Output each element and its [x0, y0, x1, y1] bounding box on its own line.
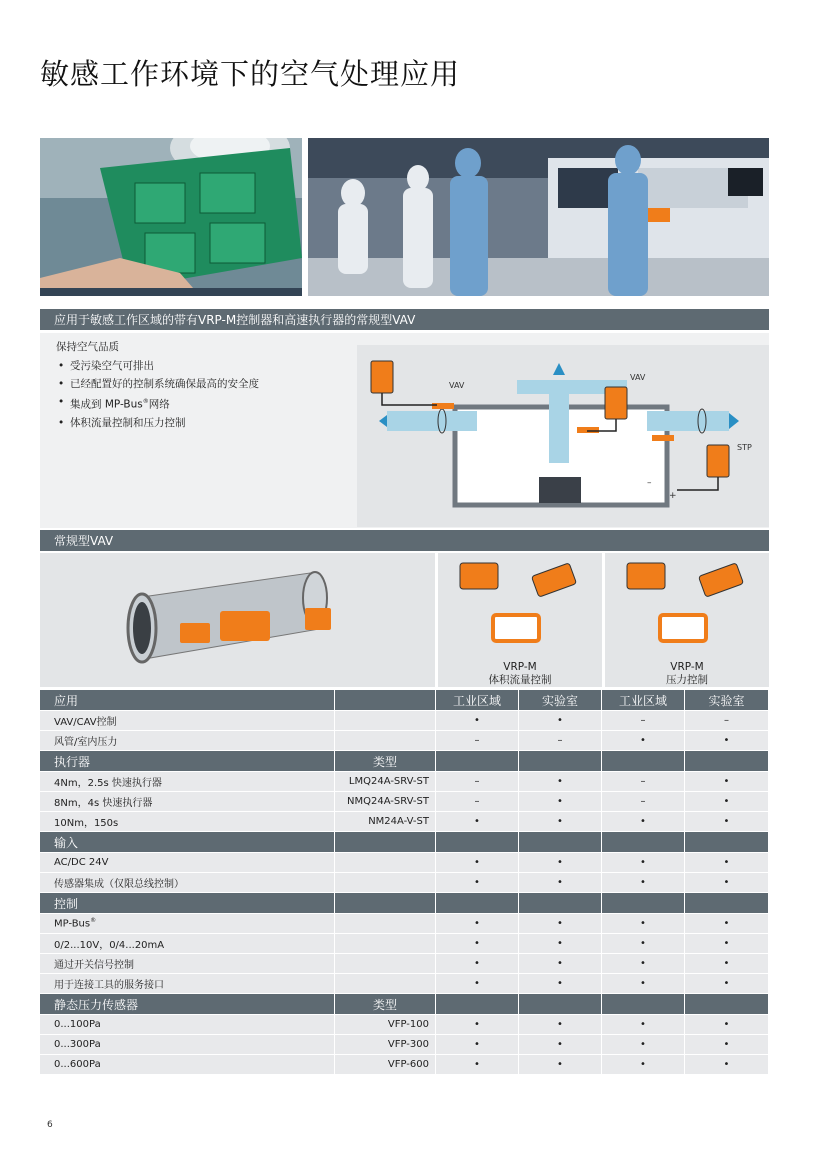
table-cell: • — [519, 812, 602, 832]
row-label: 0/2...10V，0/4...20mA — [40, 934, 335, 954]
row-type: NM24A-V-ST — [335, 812, 436, 832]
table-cell: – — [602, 792, 685, 812]
table-row — [40, 731, 769, 751]
row-type: LMQ24A-SRV-ST — [335, 772, 436, 792]
table-cell: – — [436, 792, 519, 812]
table-cell: • — [519, 934, 602, 954]
table-cell: • — [602, 1015, 685, 1035]
column-header — [602, 893, 685, 914]
table-cell: • — [436, 1035, 519, 1055]
table-cell: • — [436, 1055, 519, 1075]
list-item: • 体积流量控制和压力控制 — [56, 414, 259, 432]
table-row — [40, 853, 769, 873]
table-cell: • — [519, 1015, 602, 1035]
table-cell: – — [436, 772, 519, 792]
row-label: AC/DC 24V — [40, 853, 335, 873]
table-cell: • — [602, 934, 685, 954]
table-cell: • — [519, 1055, 602, 1075]
table-cell: • — [519, 792, 602, 812]
table-cell: – — [685, 711, 769, 731]
table-cell: • — [436, 974, 519, 994]
table-cell: • — [602, 954, 685, 974]
section2-heading: 常规型VAV — [40, 530, 769, 551]
table-cell: • — [436, 853, 519, 873]
stp-label: STP — [737, 443, 752, 452]
column-header — [436, 893, 519, 914]
product-label: VRP-M 压力控制 — [666, 661, 708, 686]
table-cell: • — [685, 853, 769, 873]
table-cell: • — [685, 1035, 769, 1055]
vav-label-left: VAV — [449, 381, 465, 390]
table-row — [40, 954, 769, 974]
column-header — [602, 832, 685, 853]
table-cell: • — [519, 772, 602, 792]
table-cell: • — [436, 812, 519, 832]
table-cell: • — [519, 711, 602, 731]
table-row — [40, 792, 769, 812]
table-cell: • — [685, 914, 769, 934]
section1-heading: 应用于敏感工作区域的带有VRP-M控制器和高速执行器的常规型VAV — [40, 309, 769, 330]
column-header: 实验室 — [519, 690, 602, 711]
table-cell: • — [602, 873, 685, 893]
table-row — [40, 914, 769, 934]
row-label: 10Nm，150s — [40, 812, 335, 832]
row-label: 传感器集成（仅限总线控制） — [40, 873, 335, 893]
table-row — [40, 1035, 769, 1055]
column-header — [602, 751, 685, 772]
row-type — [335, 974, 436, 994]
page-number: 6 — [47, 1120, 53, 1130]
column-header — [602, 994, 685, 1015]
column-header — [519, 994, 602, 1015]
type-header: 类型 — [335, 751, 436, 772]
table-row — [40, 873, 769, 893]
table-row — [40, 772, 769, 792]
column-header — [685, 832, 769, 853]
table-cell: • — [436, 1015, 519, 1035]
row-label: 通过开关信号控制 — [40, 954, 335, 974]
table-group-header — [40, 690, 769, 711]
vav-label-right: VAV — [630, 373, 646, 382]
row-type — [335, 914, 436, 934]
row-type: VFP-300 — [335, 1035, 436, 1055]
type-header: 类型 — [335, 994, 436, 1015]
table-row — [40, 934, 769, 954]
table-cell: • — [602, 812, 685, 832]
row-label: 8Nm，4s 快速执行器 — [40, 792, 335, 812]
table-row — [40, 1015, 769, 1035]
plus-label: + — [669, 491, 677, 501]
table-group-header — [40, 832, 769, 853]
table-cell: • — [519, 974, 602, 994]
table-group-header — [40, 994, 769, 1015]
row-label: 0...100Pa — [40, 1015, 335, 1035]
table-cell: • — [436, 954, 519, 974]
table-cell: • — [519, 1035, 602, 1055]
minus-label: – — [647, 478, 652, 488]
column-header: 工业区域 — [602, 690, 685, 711]
column-header — [519, 832, 602, 853]
cleanroom-photo — [308, 138, 769, 296]
group-title: 执行器 — [40, 751, 335, 772]
column-header — [436, 994, 519, 1015]
row-type: VFP-600 — [335, 1055, 436, 1075]
group-title: 控制 — [40, 893, 335, 914]
column-header: 工业区域 — [436, 690, 519, 711]
column-header — [685, 893, 769, 914]
table-cell: • — [685, 812, 769, 832]
row-label: 风管/室内压力 — [40, 731, 335, 751]
type-header — [335, 832, 436, 853]
column-header — [519, 893, 602, 914]
row-label: 0...300Pa — [40, 1035, 335, 1055]
list-item: • 受污染空气可排出 — [56, 357, 259, 375]
row-type: VFP-100 — [335, 1015, 436, 1035]
table-cell: • — [519, 873, 602, 893]
row-type — [335, 853, 436, 873]
list-item: • 已经配置好的控制系统确保最高的安全度 — [56, 375, 259, 393]
row-label: 0...600Pa — [40, 1055, 335, 1075]
table-cell: • — [436, 711, 519, 731]
row-label: 4Nm，2.5s 快速执行器 — [40, 772, 335, 792]
column-header — [436, 832, 519, 853]
table-cell: • — [685, 873, 769, 893]
column-header: 实验室 — [685, 690, 769, 711]
table-cell: – — [519, 731, 602, 751]
table-cell: • — [436, 873, 519, 893]
table-row — [40, 974, 769, 994]
table-group-header — [40, 751, 769, 772]
feature-list-heading: 保持空气品质 — [56, 341, 119, 353]
row-label: VAV/CAV控制 — [40, 711, 335, 731]
table-cell: – — [602, 711, 685, 731]
page-title: 敏感工作环境下的空气处理应用 — [40, 57, 461, 91]
row-type — [335, 711, 436, 731]
table-cell: – — [436, 731, 519, 751]
group-title: 静态压力传感器 — [40, 994, 335, 1015]
table-cell: • — [685, 772, 769, 792]
table-cell: – — [602, 772, 685, 792]
table-cell: • — [519, 954, 602, 974]
product-pressure-control — [605, 553, 769, 687]
table-cell: • — [602, 974, 685, 994]
product-volume-control — [438, 553, 602, 687]
table-row — [40, 812, 769, 832]
table-cell: • — [685, 731, 769, 751]
row-type — [335, 873, 436, 893]
column-header — [519, 751, 602, 772]
table-cell: • — [685, 954, 769, 974]
table-cell: • — [519, 914, 602, 934]
table-cell: • — [602, 914, 685, 934]
column-header — [685, 994, 769, 1015]
table-cell: • — [685, 1015, 769, 1035]
column-header — [685, 751, 769, 772]
spec-table — [40, 690, 769, 1075]
row-label: MP-Bus® — [40, 914, 335, 934]
row-type: NMQ24A-SRV-ST — [335, 792, 436, 812]
table-cell: • — [685, 974, 769, 994]
group-title: 输入 — [40, 832, 335, 853]
table-row — [40, 1055, 769, 1075]
row-label: 用于连接工具的服务接口 — [40, 974, 335, 994]
table-cell: • — [436, 934, 519, 954]
column-header — [436, 751, 519, 772]
vav-unit-panel — [40, 553, 435, 687]
row-type — [335, 954, 436, 974]
list-item: • 集成到 MP-Bus®网络 — [56, 393, 259, 414]
row-type — [335, 731, 436, 751]
vav-system-diagram — [357, 345, 769, 527]
table-cell: • — [436, 914, 519, 934]
type-header — [335, 690, 436, 711]
pcb-photo — [40, 138, 302, 296]
product-label: VRP-M 体积流量控制 — [488, 661, 552, 686]
table-row — [40, 711, 769, 731]
type-header — [335, 893, 436, 914]
table-cell: • — [519, 853, 602, 873]
table-cell: • — [602, 731, 685, 751]
table-cell: • — [602, 853, 685, 873]
row-type — [335, 934, 436, 954]
table-group-header — [40, 893, 769, 914]
table-cell: • — [685, 792, 769, 812]
table-cell: • — [685, 934, 769, 954]
table-cell: • — [602, 1035, 685, 1055]
table-cell: • — [602, 1055, 685, 1075]
group-title: 应用 — [40, 690, 335, 711]
feature-list — [56, 338, 259, 432]
table-cell: • — [685, 1055, 769, 1075]
